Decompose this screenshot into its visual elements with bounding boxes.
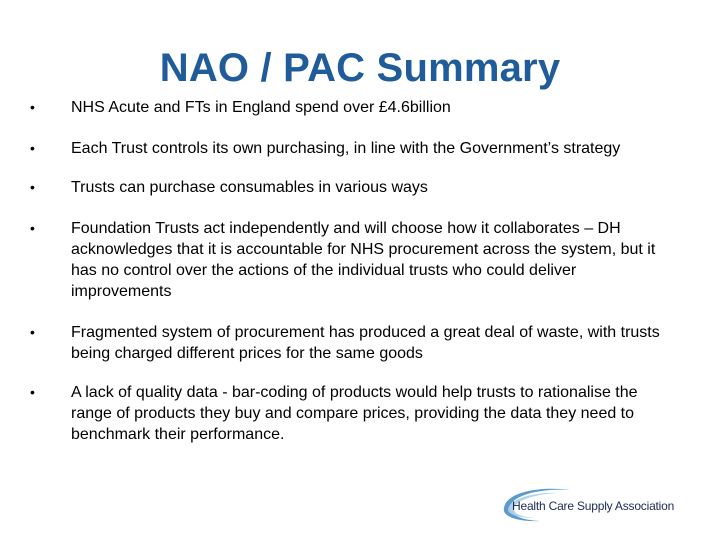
bullet-text: NHS Acute and FTs in England spend over £4.6billion	[71, 99, 451, 116]
hcsa-logo	[500, 484, 695, 526]
bullet-dot-icon: •	[30, 179, 35, 195]
bullet-item	[30, 97, 680, 118]
bullet-item	[30, 177, 680, 198]
bullet-dot-icon: •	[30, 220, 35, 236]
bullet-text: Fragmented system of procurement has produced a great deal of waste, with trusts being charged different prices for the same goods	[71, 324, 660, 362]
slide-title: NAO / PAC Summary	[159, 46, 561, 90]
logo-text: Health Care Supply Association	[512, 499, 675, 513]
bullet-dot-icon: •	[30, 384, 35, 400]
bullet-text: Foundation Trusts act independently and will choose how it collaborates – DH acknowledges that it is accountable for NHS procurement across the system, but it has no control over the actions of the individual trusts who could deliver improvements	[71, 220, 656, 300]
bullet-item	[30, 382, 680, 445]
bullet-item	[30, 218, 680, 302]
bullet-dot-icon: •	[30, 99, 35, 115]
bullet-text: A lack of quality data - bar-coding of products would help trusts to rationalise the range of products they buy and compare prices, providing the data they need to benchmark their performance.	[71, 384, 638, 443]
bullet-dot-icon: •	[30, 324, 35, 340]
bullet-text: Trusts can purchase consumables in various ways	[71, 179, 428, 196]
bullet-dot-icon: •	[30, 140, 35, 156]
bullet-item	[30, 138, 680, 159]
bullet-text: Each Trust controls its own purchasing, in line with the Government’s strategy	[71, 140, 621, 157]
bullet-list	[30, 97, 680, 445]
bullet-item	[30, 322, 680, 364]
